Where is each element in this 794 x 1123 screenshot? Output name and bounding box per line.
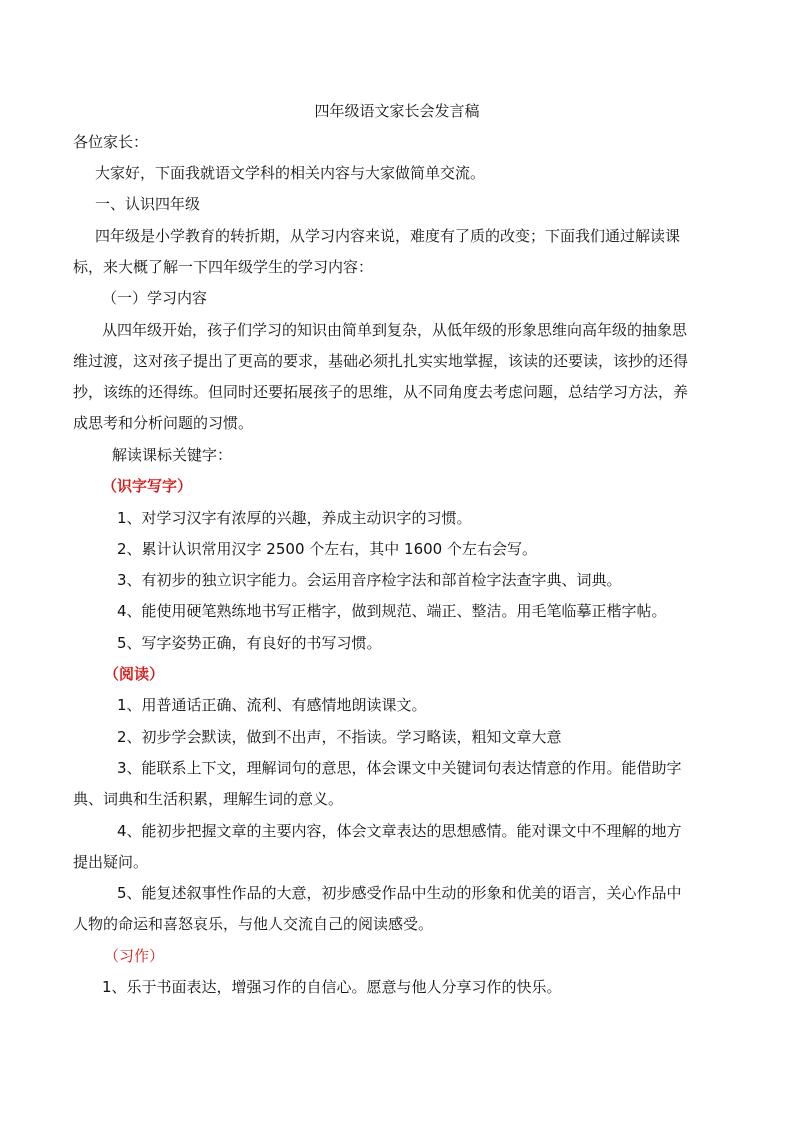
paragraph-2-line-1: 从四年级开始，孩子们学习的知识由简单到复杂，从低年级的形象思维向高年级的抽象思 xyxy=(102,321,688,339)
xizuo-item-1: 1、乐于书面表达，增强习作的自信心。愿意与他人分享习作的快乐。 xyxy=(102,978,562,996)
shizi-item-2: 2、累计认识常用汉字 2500 个左右，其中 1600 个左右会写。 xyxy=(117,540,537,558)
yuedu-item-4-line-2: 提出疑问。 xyxy=(73,853,149,871)
yuedu-item-5-line-2: 人物的命运和喜怒哀乐，与他人交流自己的阅读感受。 xyxy=(73,915,434,933)
keywords-intro: 解读课标关键字： xyxy=(112,446,233,464)
paragraph-1-line-2: 标，来大概了解一下四年级学生的学习内容： xyxy=(73,258,374,276)
paragraph-2-line-2: 维过渡，这对孩子提出了更高的要求，基础必须扎扎实实地掌握，该读的还要读，该抄的还得 xyxy=(73,352,689,370)
yuedu-item-3-line-1: 3、能联系上下文，理解词句的意思，体会课文中关键词句表达情意的作用。能借助字 xyxy=(117,759,682,777)
doc-title: 四年级语文家长会发言稿 xyxy=(314,102,480,120)
heading-shizi-xiezi: （识字写字） xyxy=(102,477,193,495)
intro-paragraph: 大家好，下面我就语文学科的相关内容与大家做简单交流。 xyxy=(95,164,486,182)
shizi-item-5: 5、写字姿势正确，有良好的书写习惯。 xyxy=(117,634,382,652)
heading-yuedu: （阅读） xyxy=(104,665,165,683)
shizi-item-1: 1、对学习汉字有浓厚的兴趣，养成主动识字的习惯。 xyxy=(117,509,472,527)
heading-xizuo: （习作） xyxy=(104,947,165,965)
yuedu-item-1: 1、用普通话正确、流利、有感情地朗读课文。 xyxy=(117,696,427,714)
yuedu-item-4-line-1: 4、能初步把握文章的主要内容，体会文章表达的思想感情。能对课文中不理解的地方 xyxy=(117,822,682,840)
yuedu-item-2: 2、初步学会默读，做到不出声，不指读。学习略读，粗知文章大意 xyxy=(117,728,562,746)
section-heading-1: 一、认识四年级 xyxy=(95,195,201,213)
greeting: 各位家长： xyxy=(73,133,149,151)
subsection-heading-1: （一）学习内容 xyxy=(102,289,208,307)
yuedu-item-5-line-1: 5、能复述叙事性作品的大意，初步感受作品中生动的形象和优美的语言，关心作品中 xyxy=(117,884,682,902)
yuedu-item-3-line-2: 典、词典和生活积累，理解生词的意义。 xyxy=(73,790,344,808)
paragraph-1-line-1: 四年级是小学教育的转折期，从学习内容来说，难度有了质的改变；下面我们通过解读课 xyxy=(95,227,681,245)
shizi-item-4: 4、能使用硬笔熟练地书写正楷字，做到规范、端正、整洁。用毛笔临摹正楷字帖。 xyxy=(117,602,667,620)
paragraph-2-line-4: 成思考和分析问题的习惯。 xyxy=(73,414,254,432)
paragraph-2-line-3: 抄，该练的还得练。但同时还要拓展孩子的思维，从不同角度去考虑问题，总结学习方法，养 xyxy=(73,383,689,401)
shizi-item-3: 3、有初步的独立识字能力。会运用音序检字法和部首检字法查字典、词典。 xyxy=(117,571,622,589)
